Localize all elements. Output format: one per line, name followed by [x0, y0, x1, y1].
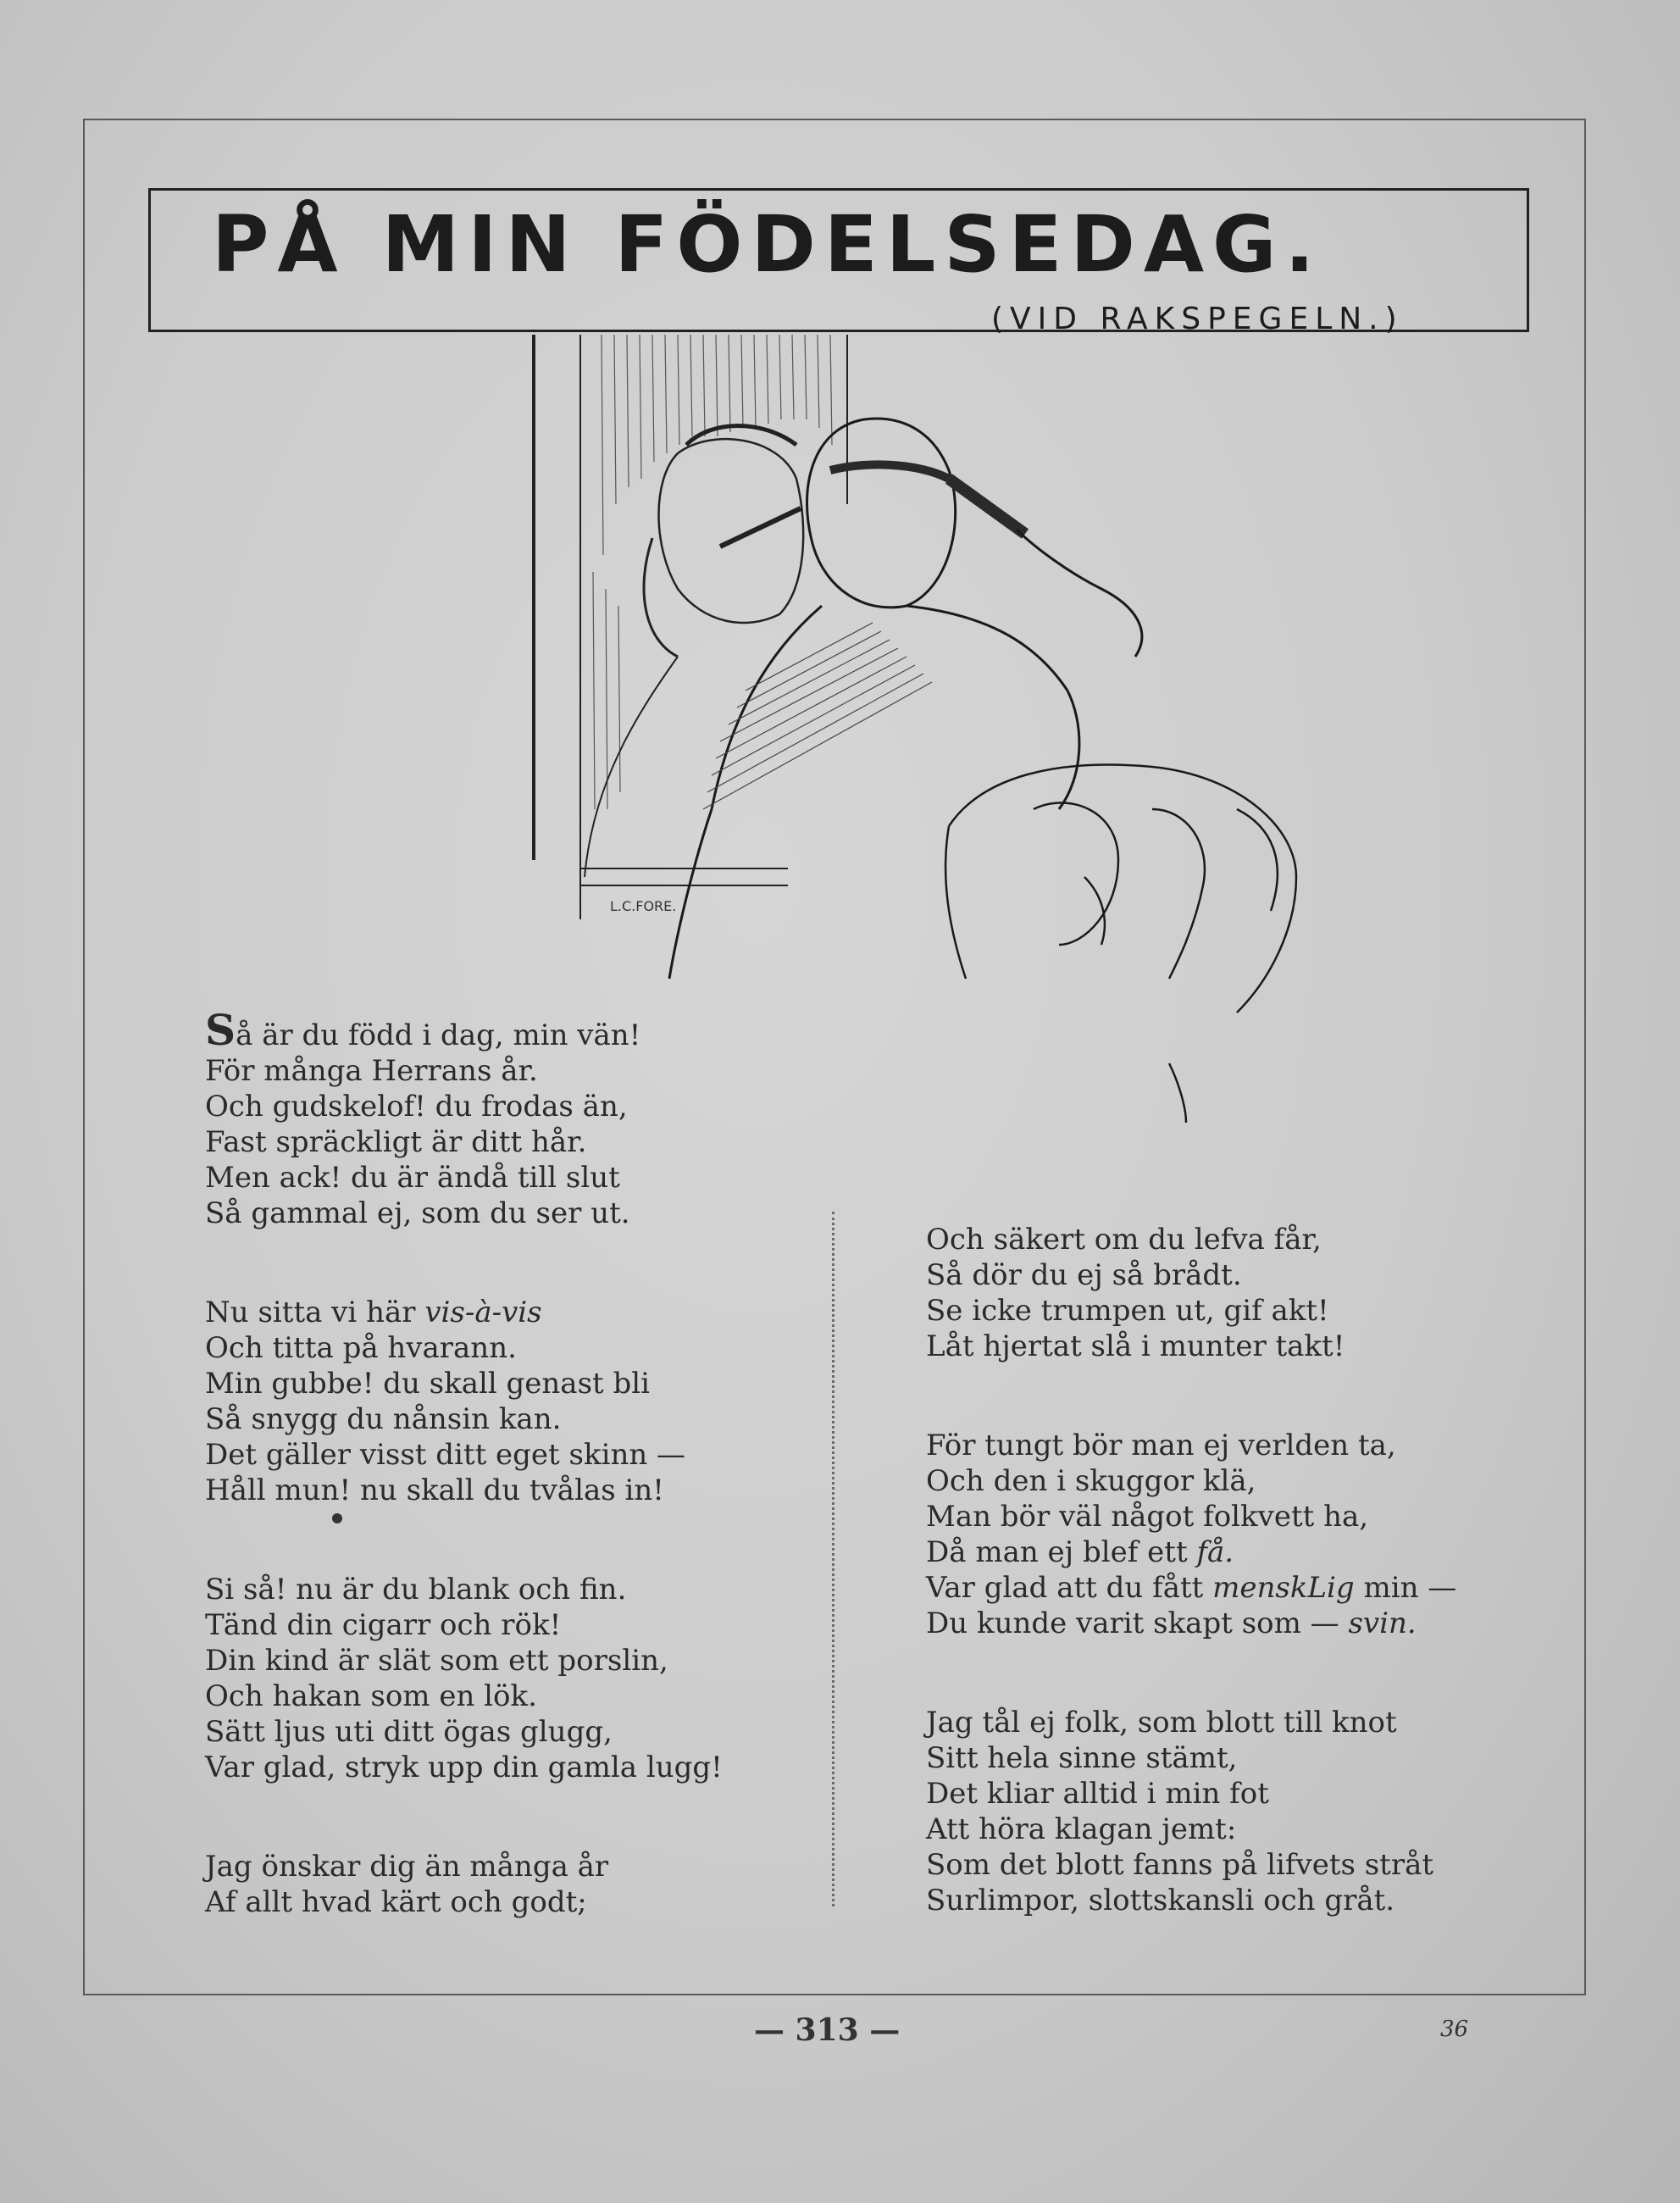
signature-mark: 36 [1440, 2017, 1469, 2042]
verse-italic-text: svin. [1348, 1606, 1417, 1640]
chair [945, 765, 1296, 1123]
right-column [926, 1222, 1570, 1982]
stanza-3 [205, 1572, 798, 1785]
verse-line: Jag önskar dig än många år [205, 1850, 609, 1884]
verse-line: Och gudskelof! du frodas än, [205, 1090, 628, 1124]
verse-line: Men ack! du är ändå till slut [205, 1161, 620, 1195]
verse-line: Så dör du ej så brådt. [926, 1258, 1242, 1292]
verse-line: För tungt bör man ej verlden ta, [926, 1429, 1396, 1462]
reflected-face [585, 426, 803, 878]
stanza-2 [205, 1295, 798, 1508]
verse-line [205, 1005, 798, 1055]
verse-text: Var glad att du fått [926, 1571, 1213, 1605]
verse-line: Af allt hvad kärt och godt; [205, 1885, 587, 1919]
verse-line: Det kliar alltid i min fot [926, 1777, 1269, 1811]
illustration-signature: L.C.FORE. [610, 898, 677, 914]
verse-text: å är du född i dag, min vän! [236, 1018, 641, 1052]
verse-line: Så gammal ej, som du ser ut. [205, 1196, 630, 1230]
verse-line [926, 1570, 1570, 1606]
verse-line: Sitt hela sinne stämt, [926, 1741, 1238, 1775]
verse-line: Det gäller visst ditt eget skinn — [205, 1438, 686, 1472]
verse-line: Fast spräckligt är ditt hår. [205, 1125, 587, 1159]
verse-text: min — [1354, 1571, 1457, 1605]
shirt-shading [703, 623, 932, 809]
verse-text: Då man ej blef ett [926, 1535, 1197, 1569]
verse-line: Och hakan som en lök. [205, 1679, 537, 1713]
verse-line: Att höra klagan jemt: [926, 1812, 1237, 1846]
page-number: — 313 — [754, 2012, 901, 2048]
verse-line: Si så! nu är du blank och fin. [205, 1573, 627, 1606]
verse-italic-text: vis-à-vis [424, 1296, 542, 1329]
verse-line: För många Herrans år. [205, 1054, 538, 1088]
poem-subtitle: (VID RAKSPEGELN.) [991, 302, 1404, 336]
stanza-5 [926, 1222, 1570, 1364]
verse-italic-text: menskLig [1212, 1571, 1355, 1605]
verse-line: Surlimpor, slottskansli och gråt. [926, 1884, 1395, 1917]
drop-cap: S [205, 1005, 236, 1055]
verse-text: Nu sitta vi här [205, 1296, 425, 1329]
verse-line: Jag tål ej folk, som blott till knot [926, 1706, 1397, 1740]
verse-line [926, 1534, 1570, 1570]
verse-line: Och säkert om du lefva får, [926, 1223, 1322, 1257]
verse-text: Du kunde varit skapt som — [926, 1606, 1349, 1640]
stanza-ornament [332, 1513, 342, 1523]
verse-line: Se icke trumpen ut, gif akt! [926, 1294, 1329, 1328]
column-divider [832, 1212, 834, 1906]
verse-line [926, 1606, 1570, 1641]
verse-line: Min gubbe! du skall genast bli [205, 1367, 651, 1401]
mirror-hatching [593, 335, 832, 809]
verse-line: Tänd din cigarr och rök! [205, 1608, 562, 1642]
verse-line: Och titta på hvarann. [205, 1331, 517, 1365]
stanza-7 [926, 1705, 1570, 1918]
verse-line: Så snygg du nånsin kan. [205, 1402, 562, 1436]
verse-line: Håll mun! nu skall du tvålas in! [205, 1473, 664, 1507]
stanza-6 [926, 1428, 1570, 1641]
stanza-4 [205, 1849, 798, 1920]
verse-line [205, 1295, 798, 1330]
verse-line: Och den i skuggor klä, [926, 1464, 1256, 1498]
verse-italic-text: få. [1196, 1535, 1234, 1569]
verse-line: Som det blott fanns på lifvets stråt [926, 1848, 1434, 1882]
verse-line: Din kind är slät som ett porslin, [205, 1644, 668, 1678]
left-column [205, 1005, 798, 1984]
stanza-1 [205, 1005, 798, 1231]
title-box-left-rule [148, 188, 151, 332]
verse-line: Man bör väl något folkvett ha, [926, 1500, 1369, 1534]
verse-line: Låt hjertat slå i munter takt! [926, 1329, 1345, 1363]
verse-line: Sätt ljus uti ditt ögas glugg, [205, 1715, 613, 1749]
poem-title: PÅ MIN FÖDELSEDAG. [212, 199, 1323, 290]
man-back [669, 419, 1142, 979]
verse-line: Var glad, stryk upp din gamla lugg! [205, 1751, 723, 1784]
